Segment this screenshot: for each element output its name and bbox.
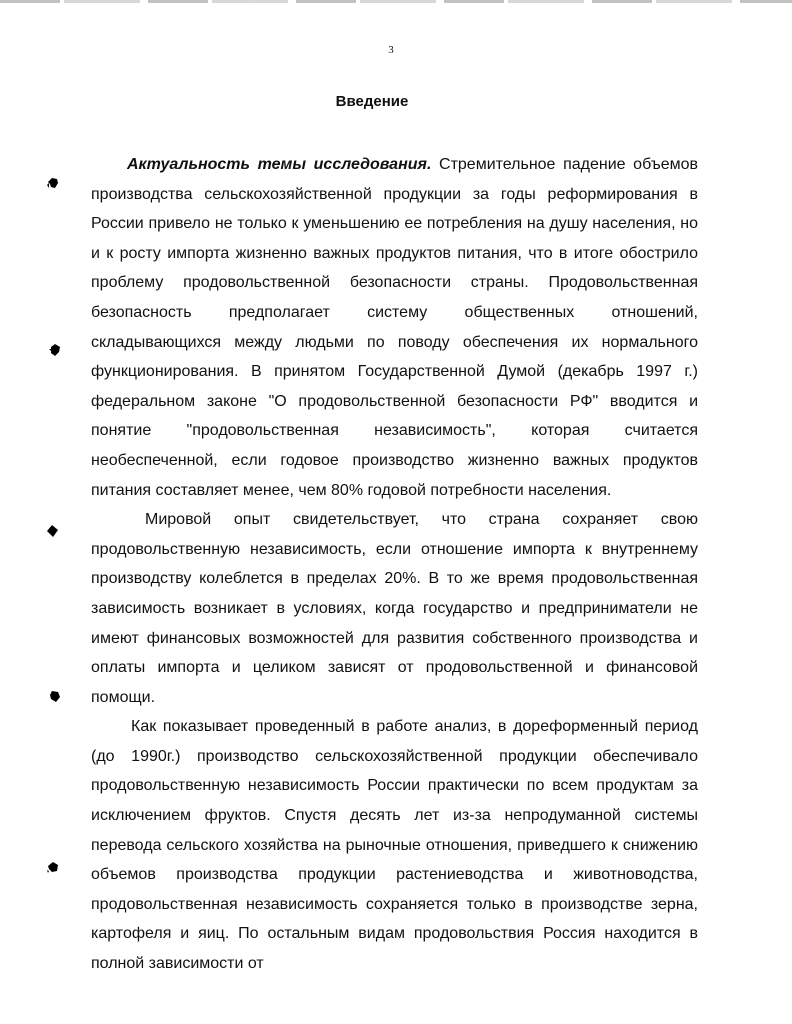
page-number: 3 xyxy=(388,44,394,56)
page-title: Введение xyxy=(335,93,409,110)
ink-blot-icon xyxy=(46,176,60,190)
paragraph-relevance xyxy=(91,150,698,505)
paragraph-lead: Актуальность темы исследования. xyxy=(127,156,432,173)
paragraph-text: Стремительное падение объемов производства сельскохозяйственной продукции за годы реформирования в России привело не только к уменьшению ее потребления на душу населения, но и к росту импорта жизненно важных продуктов питания, что в итоге обострило проблему продовольственной безопасности страны. Продовольственная безопасность предполагает систему общественных отношений, складывающихся между людьми по поводу обеспечения их нормального функционирования. В принятом Государственной Думой (декабрь 1997 г.) федеральном законе "О продовольственной безопасности РФ" вводится и понятие "продовольственная независимость", которая считается необеспеченной, если годовое производство жизненно важных продуктов питания составляет менее, чем 80% годовой потребности населения. xyxy=(91,156,698,499)
ink-blot-icon xyxy=(48,343,62,357)
paragraph-analysis: Как показывает проведенный в работе анализ, в дореформенный период (до 1990г.) производство сельскохозяйственной продукции обеспечивало продовольственную независимость России практически по всем продуктам за исключением фруктов. Спустя десять лет из-за непродуманной системы перевода сельского хозяйства на рыночные отношения, приведшего к снижению объемов производства продукции растениеводства и животноводства, продовольственная независимость сохраняется только в производстве зерна, картофеля и яиц. По остальным видам продовольствия Россия находится в полной зависимости от xyxy=(91,718,698,973)
ink-blot-icon xyxy=(45,524,59,538)
document-body xyxy=(91,150,698,979)
ink-blot-icon xyxy=(48,689,62,703)
scan-edge-artifact xyxy=(0,0,792,3)
ink-blot-icon xyxy=(46,860,60,874)
paragraph-world-experience: Мировой опыт свидетельствует, что страна сохраняет свою продовольственную независимость, если отношение импорта к внутреннему производству колеблется в пределах 20%. В то же время продовольственная зависимость возникает в условиях, когда государство и предприниматели не имеют финансовых возможностей для развития собственного производства и оплаты импорта и целиком зависят от продовольственной и финансовой помощи. xyxy=(91,511,698,706)
